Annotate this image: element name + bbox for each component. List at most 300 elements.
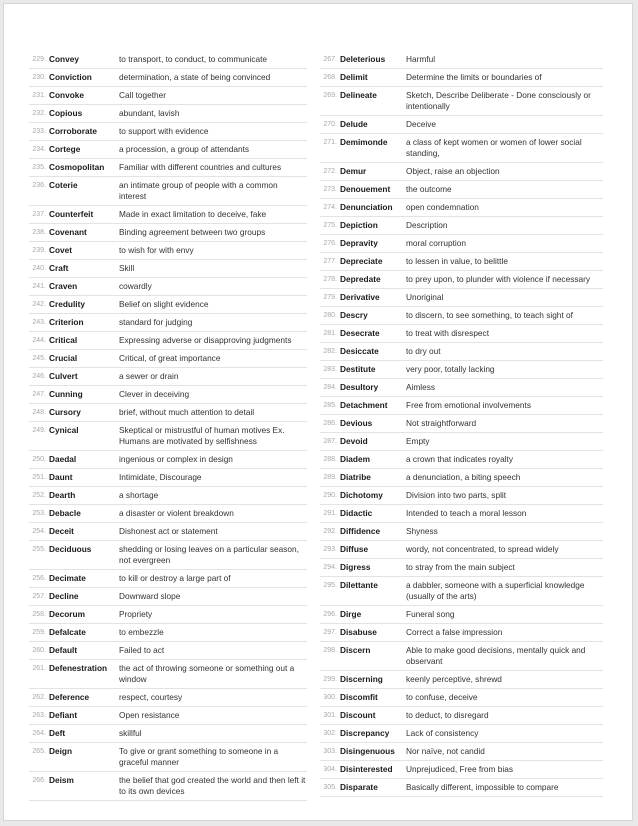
- entry-definition: to dry out: [406, 346, 441, 356]
- entry-definition: Open resistance: [119, 710, 180, 720]
- vocab-entry: [29, 469, 307, 487]
- vocab-entry: [29, 725, 307, 743]
- entry-definition: Shyness: [406, 526, 438, 536]
- vocab-entry: [320, 181, 603, 199]
- entry-word: Denouement: [340, 184, 391, 194]
- entry-definition: to discern, to see something, to teach sight of: [406, 310, 573, 320]
- entry-number: 254.: [32, 528, 46, 535]
- entry-number: 293.: [323, 546, 337, 553]
- entry-word: Disingenuous: [340, 746, 395, 756]
- entry-word: Decimate: [49, 573, 86, 583]
- vocab-entry: [320, 253, 603, 271]
- entry-word: Deference: [49, 692, 90, 702]
- entry-word: Didactic: [340, 508, 373, 518]
- entry-number: 251.: [32, 474, 46, 481]
- entry-definition: very poor, totally lacking: [406, 364, 495, 374]
- entry-definition: a denunciation, a biting speech: [406, 472, 521, 482]
- vocab-entry: [29, 177, 307, 206]
- entry-word: Daunt: [49, 472, 73, 482]
- entry-word: Delimit: [340, 72, 368, 82]
- entry-definition: to support with evidence: [119, 126, 209, 136]
- vocab-entry: [29, 105, 307, 123]
- entry-number: 275.: [323, 222, 337, 229]
- entry-definition: to deduct, to disregard: [406, 710, 489, 720]
- vocab-entry: [29, 51, 307, 69]
- entry-word: Craven: [49, 281, 78, 291]
- entry-definition: Made in exact limitation to deceive, fake: [119, 209, 267, 219]
- entry-number: 277.: [323, 258, 337, 265]
- entry-word: Discomfit: [340, 692, 378, 702]
- entry-definition: Aimless: [406, 382, 436, 392]
- entry-word: Criterion: [49, 317, 84, 327]
- entry-definition: the outcome: [406, 184, 452, 194]
- entry-number: 287.: [323, 438, 337, 445]
- entry-definition: shedding or losing leaves on a particular season, not evergreen: [119, 544, 299, 565]
- entry-number: 283.: [323, 366, 337, 373]
- entry-number: 258.: [32, 611, 46, 618]
- vocab-entry: [320, 163, 603, 181]
- vocab-entry: [29, 451, 307, 469]
- entry-number: 259.: [32, 629, 46, 636]
- entry-word: Diffuse: [340, 544, 369, 554]
- entry-number: 273.: [323, 186, 337, 193]
- entry-word: Depravity: [340, 238, 378, 248]
- entry-word: Denunciation: [340, 202, 393, 212]
- entry-definition: abundant, lavish: [119, 108, 180, 118]
- entry-word: Depreciate: [340, 256, 383, 266]
- entry-word: Destitute: [340, 364, 376, 374]
- vocab-entry: [29, 422, 307, 451]
- entry-number: 269.: [323, 92, 337, 99]
- entry-number: 290.: [323, 492, 337, 499]
- vocab-entry: [29, 224, 307, 242]
- vocab-entry: [29, 606, 307, 624]
- vocab-entry: [320, 397, 603, 415]
- vocab-entry: [320, 361, 603, 379]
- entry-word: Coterie: [49, 180, 78, 190]
- vocab-entry: [320, 379, 603, 397]
- entry-definition: a sewer or drain: [119, 371, 179, 381]
- entry-number: 237.: [32, 211, 46, 218]
- vocab-entry: [29, 314, 307, 332]
- vocab-entry: [320, 87, 603, 116]
- entry-word: Deign: [49, 746, 73, 756]
- entry-number: 261.: [32, 665, 46, 672]
- vocab-entry: [29, 123, 307, 141]
- entry-number: 245.: [32, 355, 46, 362]
- entry-definition: Not straightforward: [406, 418, 477, 428]
- vocab-entry: [29, 404, 307, 422]
- entry-word: Desiccate: [340, 346, 379, 356]
- vocab-entry: [320, 116, 603, 134]
- entry-number: 282.: [323, 348, 337, 355]
- entry-word: Depiction: [340, 220, 378, 230]
- entry-word: Convey: [49, 54, 79, 64]
- entry-definition: to transport, to conduct, to communicate: [119, 54, 268, 64]
- vocab-entry: [29, 242, 307, 260]
- entry-number: 276.: [323, 240, 337, 247]
- entry-word: Diatribe: [340, 472, 371, 482]
- entry-number: 300.: [323, 694, 337, 701]
- entry-definition: to lessen in value, to belittle: [406, 256, 508, 266]
- entry-definition: Able to make good decisions, mentally quick and observant: [406, 645, 586, 666]
- entry-definition: wordy, not concentrated, to spread widely: [406, 544, 559, 554]
- entry-definition: Downward slope: [119, 591, 181, 601]
- left-column: [29, 51, 307, 801]
- entry-number: 265.: [32, 748, 46, 755]
- entry-number: 232.: [32, 110, 46, 117]
- vocab-entry: [29, 505, 307, 523]
- entry-number: 264.: [32, 730, 46, 737]
- entry-number: 303.: [323, 748, 337, 755]
- entry-number: 267.: [323, 56, 337, 63]
- entry-number: 248.: [32, 409, 46, 416]
- entry-word: Diffidence: [340, 526, 381, 536]
- vocab-entry: [320, 559, 603, 577]
- entry-word: Demimonde: [340, 137, 388, 147]
- entry-number: 268.: [323, 74, 337, 81]
- entry-definition: Lack of consistency: [406, 728, 479, 738]
- vocab-entry: [29, 487, 307, 505]
- entry-definition: Clever in deceiving: [119, 389, 190, 399]
- vocab-entry: [29, 642, 307, 660]
- entry-number: 266.: [32, 777, 46, 784]
- entry-word: Daedal: [49, 454, 77, 464]
- entry-definition: Description: [406, 220, 448, 230]
- entry-definition: a procession, a group of attendants: [119, 144, 250, 154]
- vocab-entry: [320, 707, 603, 725]
- vocab-entry: [320, 199, 603, 217]
- entry-definition: a shortage: [119, 490, 159, 500]
- entry-word: Desultory: [340, 382, 379, 392]
- entry-word: Disabuse: [340, 627, 377, 637]
- entry-word: Dirge: [340, 609, 362, 619]
- entry-word: Depredate: [340, 274, 381, 284]
- vocab-entry: [320, 689, 603, 707]
- entry-word: Discrepancy: [340, 728, 390, 738]
- vocab-entry: [320, 505, 603, 523]
- entry-word: Corroborate: [49, 126, 97, 136]
- entry-definition: Object, raise an objection: [406, 166, 500, 176]
- entry-definition: standard for judging: [119, 317, 193, 327]
- entry-definition: Skill: [119, 263, 135, 273]
- entry-word: Devoid: [340, 436, 368, 446]
- entry-definition: Harmful: [406, 54, 436, 64]
- vocab-entry: [320, 743, 603, 761]
- entry-definition: Determine the limits or boundaries of: [406, 72, 542, 82]
- vocab-entry: [320, 523, 603, 541]
- vocab-entry: [320, 725, 603, 743]
- entry-definition: To give or grant something to someone in a graceful manner: [119, 746, 279, 767]
- vocab-entry: [29, 588, 307, 606]
- entry-word: Descry: [340, 310, 368, 320]
- entry-word: Dichotomy: [340, 490, 383, 500]
- vocab-entry: [320, 541, 603, 559]
- entry-number: 250.: [32, 456, 46, 463]
- entry-word: Deft: [49, 728, 66, 738]
- entry-definition: Critical, of great importance: [119, 353, 221, 363]
- vocab-entry: [29, 332, 307, 350]
- entry-number: 242.: [32, 301, 46, 308]
- vocab-entry: [320, 217, 603, 235]
- entry-word: Default: [49, 645, 78, 655]
- entry-definition: Intended to teach a moral lesson: [406, 508, 527, 518]
- entry-number: 234.: [32, 146, 46, 153]
- entry-definition: Basically different, impossible to compare: [406, 782, 559, 792]
- vocab-entry: [29, 278, 307, 296]
- entry-definition: Unoriginal: [406, 292, 444, 302]
- entry-word: Dilettante: [340, 580, 378, 590]
- entry-word: Critical: [49, 335, 78, 345]
- entry-word: Crucial: [49, 353, 78, 363]
- entry-word: Cosmopolitan: [49, 162, 105, 172]
- entry-definition: Free from emotional involvements: [406, 400, 531, 410]
- vocab-entry: [320, 51, 603, 69]
- entry-number: 263.: [32, 712, 46, 719]
- entry-definition: Expressing adverse or disapproving judgments: [119, 335, 292, 345]
- entry-word: Demur: [340, 166, 367, 176]
- entry-word: Counterfeit: [49, 209, 94, 219]
- entry-word: Convoke: [49, 90, 85, 100]
- entry-word: Cursory: [49, 407, 81, 417]
- entry-definition: an intimate group of people with a common interest: [119, 180, 278, 201]
- entry-number: 231.: [32, 92, 46, 99]
- entry-definition: Dishonest act or statement: [119, 526, 218, 536]
- vocab-entry: [320, 451, 603, 469]
- entry-word: Deceit: [49, 526, 74, 536]
- entry-word: Deleterious: [340, 54, 386, 64]
- vocab-entry: [320, 325, 603, 343]
- entry-definition: Call together: [119, 90, 167, 100]
- entry-word: Disinterested: [340, 764, 393, 774]
- entry-number: 289.: [323, 474, 337, 481]
- vocab-entry: [320, 271, 603, 289]
- entry-number: 233.: [32, 128, 46, 135]
- entry-definition: Sketch, Describe Deliberate - Done consciously or intentionally: [406, 90, 591, 111]
- vocab-entry: [29, 743, 307, 772]
- vocab-entry: [320, 642, 603, 671]
- vocab-entry: [320, 69, 603, 87]
- entry-number: 240.: [32, 265, 46, 272]
- entry-number: 235.: [32, 164, 46, 171]
- entry-word: Deciduous: [49, 544, 92, 554]
- entry-number: 292.: [323, 528, 337, 535]
- entry-number: 229.: [32, 56, 46, 63]
- vocab-entry: [320, 577, 603, 606]
- vocab-entry: [29, 296, 307, 314]
- vocab-entry: [320, 606, 603, 624]
- entry-definition: Division into two parts, split: [406, 490, 507, 500]
- entry-word: Credulity: [49, 299, 85, 309]
- vocab-entry: [29, 386, 307, 404]
- vocab-entry: [29, 368, 307, 386]
- vocab-entry: [29, 689, 307, 707]
- entry-number: 257.: [32, 593, 46, 600]
- entry-number: 247.: [32, 391, 46, 398]
- vocab-entry: [29, 523, 307, 541]
- entry-number: 260.: [32, 647, 46, 654]
- entry-word: Deism: [49, 775, 74, 785]
- entry-definition: a class of kept women or women of lower social standing,: [406, 137, 582, 158]
- entry-number: 230.: [32, 74, 46, 81]
- vocab-entry: [29, 350, 307, 368]
- entry-definition: to kill or destroy a large part of: [119, 573, 231, 583]
- entry-number: 271.: [323, 139, 337, 146]
- entry-definition: open condemnation: [406, 202, 479, 212]
- vocab-entry: [29, 69, 307, 87]
- entry-definition: to wish for with envy: [119, 245, 194, 255]
- entry-definition: keenly perceptive, shrewd: [406, 674, 502, 684]
- entry-word: Culvert: [49, 371, 78, 381]
- entry-definition: Propriety: [119, 609, 153, 619]
- entry-word: Digress: [340, 562, 371, 572]
- entry-definition: to stray from the main subject: [406, 562, 515, 572]
- entry-number: 284.: [323, 384, 337, 391]
- entry-word: Defenestration: [49, 663, 108, 673]
- vocab-entry: [320, 134, 603, 163]
- vocab-entry: [29, 87, 307, 105]
- entry-number: 238.: [32, 229, 46, 236]
- entry-number: 252.: [32, 492, 46, 499]
- entry-word: Cortege: [49, 144, 81, 154]
- entry-word: Detachment: [340, 400, 388, 410]
- vocab-entry: [29, 541, 307, 570]
- entry-number: 262.: [32, 694, 46, 701]
- entry-word: Desecrate: [340, 328, 380, 338]
- entry-number: 295.: [323, 582, 337, 589]
- document-page: [3, 3, 633, 821]
- entry-word: Defalcate: [49, 627, 86, 637]
- entry-word: Covenant: [49, 227, 87, 237]
- entry-number: 243.: [32, 319, 46, 326]
- entry-word: Decline: [49, 591, 79, 601]
- entry-definition: Correct a false impression: [406, 627, 503, 637]
- entry-word: Diadem: [340, 454, 370, 464]
- entry-definition: ingenious or complex in design: [119, 454, 233, 464]
- vocab-entry: [320, 761, 603, 779]
- vocab-entry: [29, 707, 307, 725]
- entry-definition: skillful: [119, 728, 142, 738]
- entry-definition: Intimidate, Discourage: [119, 472, 202, 482]
- entry-number: 305.: [323, 784, 337, 791]
- entry-word: Decorum: [49, 609, 85, 619]
- entry-number: 246.: [32, 373, 46, 380]
- right-column: [320, 51, 603, 797]
- vocab-entry: [320, 779, 603, 797]
- entry-definition: moral corruption: [406, 238, 466, 248]
- entry-definition: a crown that indicates royalty: [406, 454, 513, 464]
- entry-number: 256.: [32, 575, 46, 582]
- entry-number: 236.: [32, 182, 46, 189]
- entry-number: 294.: [323, 564, 337, 571]
- entry-definition: Belief on slight evidence: [119, 299, 209, 309]
- entry-number: 298.: [323, 647, 337, 654]
- vocab-entry: [320, 415, 603, 433]
- vocab-entry: [29, 624, 307, 642]
- vocab-entry: [29, 159, 307, 177]
- vocab-entry: [320, 433, 603, 451]
- entry-number: 241.: [32, 283, 46, 290]
- entry-word: Covet: [49, 245, 73, 255]
- entry-word: Discount: [340, 710, 376, 720]
- entry-number: 278.: [323, 276, 337, 283]
- entry-definition: Failed to act: [119, 645, 165, 655]
- entry-definition: determination, a state of being convinced: [119, 72, 271, 82]
- entry-word: Disparate: [340, 782, 378, 792]
- entry-word: Discern: [340, 645, 371, 655]
- entry-definition: Funeral song: [406, 609, 455, 619]
- entry-definition: to treat with disrespect: [406, 328, 490, 338]
- entry-definition: Unprejudiced, Free from bias: [406, 764, 513, 774]
- entry-word: Delude: [340, 119, 368, 129]
- entry-word: Cunning: [49, 389, 83, 399]
- entry-word: Discerning: [340, 674, 383, 684]
- vocab-entry: [29, 570, 307, 588]
- entry-definition: respect, courtesy: [119, 692, 183, 702]
- entry-number: 244.: [32, 337, 46, 344]
- entry-number: 286.: [323, 420, 337, 427]
- entry-definition: Nor naïve, not candid: [406, 746, 485, 756]
- entry-definition: to confuse, deceive: [406, 692, 478, 702]
- entry-word: Delineate: [340, 90, 377, 100]
- entry-number: 291.: [323, 510, 337, 517]
- vocab-entry: [29, 206, 307, 224]
- entry-number: 280.: [323, 312, 337, 319]
- entry-number: 301.: [323, 712, 337, 719]
- entry-word: Devious: [340, 418, 373, 428]
- entry-definition: the act of throwing someone or something out a window: [119, 663, 295, 684]
- vocab-entry: [320, 469, 603, 487]
- vocab-entry: [320, 289, 603, 307]
- entry-number: 272.: [323, 168, 337, 175]
- entry-definition: Binding agreement between two groups: [119, 227, 266, 237]
- entry-definition: Familiar with different countries and cultures: [119, 162, 282, 172]
- vocab-entry: [29, 772, 307, 801]
- entry-definition: Empty: [406, 436, 430, 446]
- entry-definition: Deceive: [406, 119, 436, 129]
- vocab-entry: [320, 343, 603, 361]
- entry-definition: cowardly: [119, 281, 152, 291]
- entry-word: Dearth: [49, 490, 76, 500]
- entry-definition: to prey upon, to plunder with violence if necessary: [406, 274, 591, 284]
- entry-number: 239.: [32, 247, 46, 254]
- entry-word: Cynical: [49, 425, 79, 435]
- entry-definition: brief, without much attention to detail: [119, 407, 255, 417]
- entry-definition: a dabbler, someone with a superficial knowledge (usually of the arts): [406, 580, 585, 601]
- entry-definition: a disaster or violent breakdown: [119, 508, 234, 518]
- vocab-entry: [320, 235, 603, 253]
- entry-number: 274.: [323, 204, 337, 211]
- entry-word: Copious: [49, 108, 83, 118]
- entry-word: Conviction: [49, 72, 92, 82]
- entry-number: 255.: [32, 546, 46, 553]
- entry-number: 304.: [323, 766, 337, 773]
- entry-word: Defiant: [49, 710, 78, 720]
- entry-word: Debacle: [49, 508, 81, 518]
- vocab-entry: [320, 307, 603, 325]
- vocab-entry: [320, 487, 603, 505]
- entry-number: 253.: [32, 510, 46, 517]
- vocab-entry: [29, 660, 307, 689]
- entry-number: 296.: [323, 611, 337, 618]
- vocab-entry: [320, 671, 603, 689]
- entry-number: 279.: [323, 294, 337, 301]
- entry-number: 288.: [323, 456, 337, 463]
- vocab-entry: [320, 624, 603, 642]
- vocab-entry: [29, 260, 307, 278]
- entry-number: 302.: [323, 730, 337, 737]
- entry-number: 297.: [323, 629, 337, 636]
